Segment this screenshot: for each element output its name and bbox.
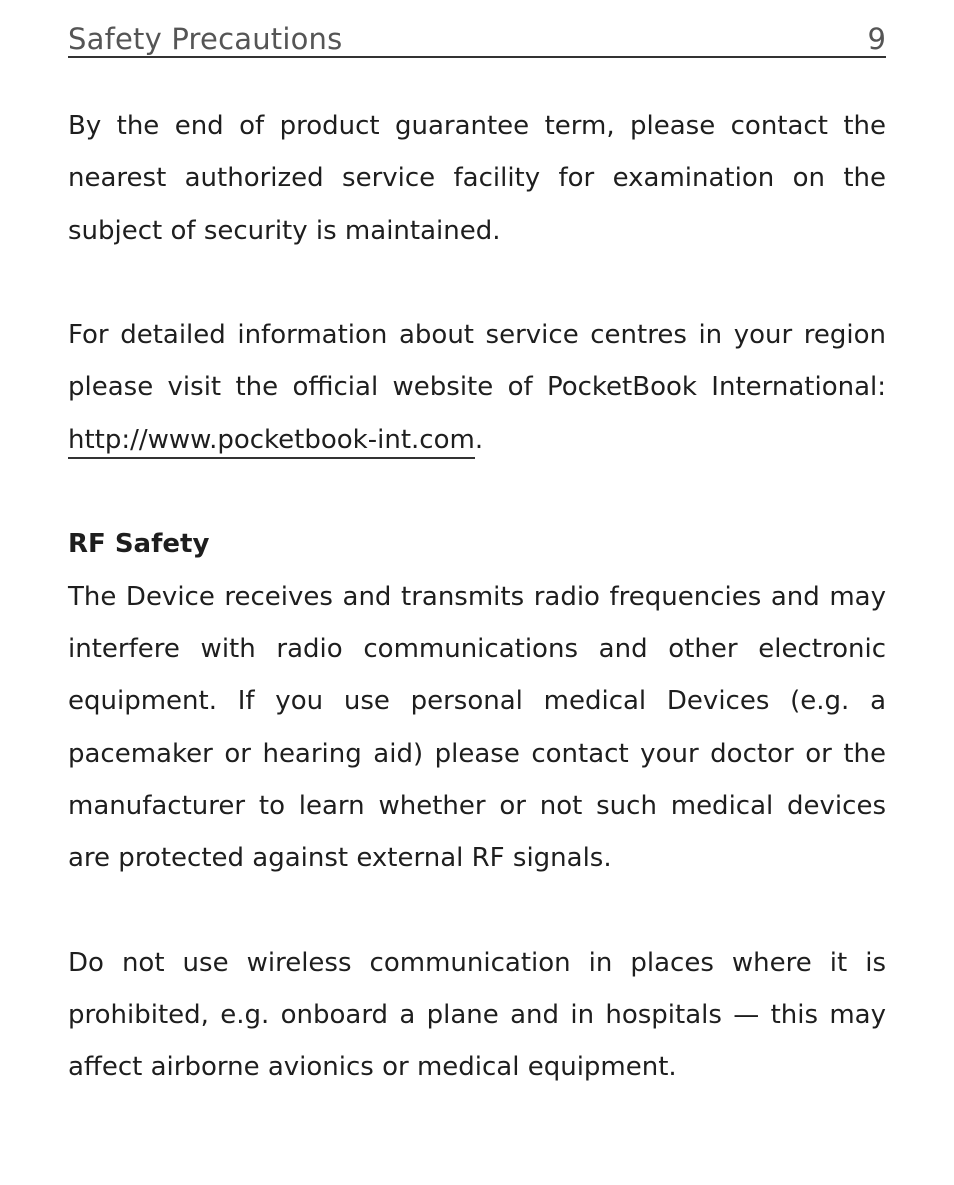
paragraph-spacer (68, 466, 886, 518)
service-centres-period: . (474, 424, 484, 455)
rf-safety-heading: RF Safety (68, 529, 210, 560)
service-centres-text: For detailed information about service centres in your region please visit the official website of PocketBook International: (68, 320, 886, 403)
page-number: 9 (867, 22, 886, 56)
page-body (68, 100, 886, 1094)
website-link-part2: www.pocketbook-int.com (147, 424, 475, 455)
paragraph-guarantee: By the end of product guarantee term, please contact the nearest authorized service facility for examination on the subject of security is maintained. (68, 111, 886, 246)
paragraph-spacer (68, 257, 886, 309)
document-page (68, 0, 886, 1083)
section-title: Safety Precautions (68, 22, 343, 56)
paragraph-wireless-prohibited: Do not use wireless communication in places where it is prohibited, e.g. onboard a plane and in hospitals — this may affect airborne avionics or medical equipment. (68, 947, 886, 1083)
paragraph-rf-safety: The Device receives and transmits radio frequencies and may interfere with radio communications and other electronic equipment. If you use personal medical Devices (e.g. a pacemaker or hearing aid) please contact your doctor or the manufacturer to learn whether or not such medical devices are protected against external RF signals. (68, 581, 886, 874)
paragraph-spacer (68, 884, 886, 936)
website-link[interactable] (68, 425, 475, 459)
page-header (68, 0, 886, 58)
website-link-part1: http:// (68, 424, 148, 455)
paragraph-service-centres (68, 309, 886, 466)
